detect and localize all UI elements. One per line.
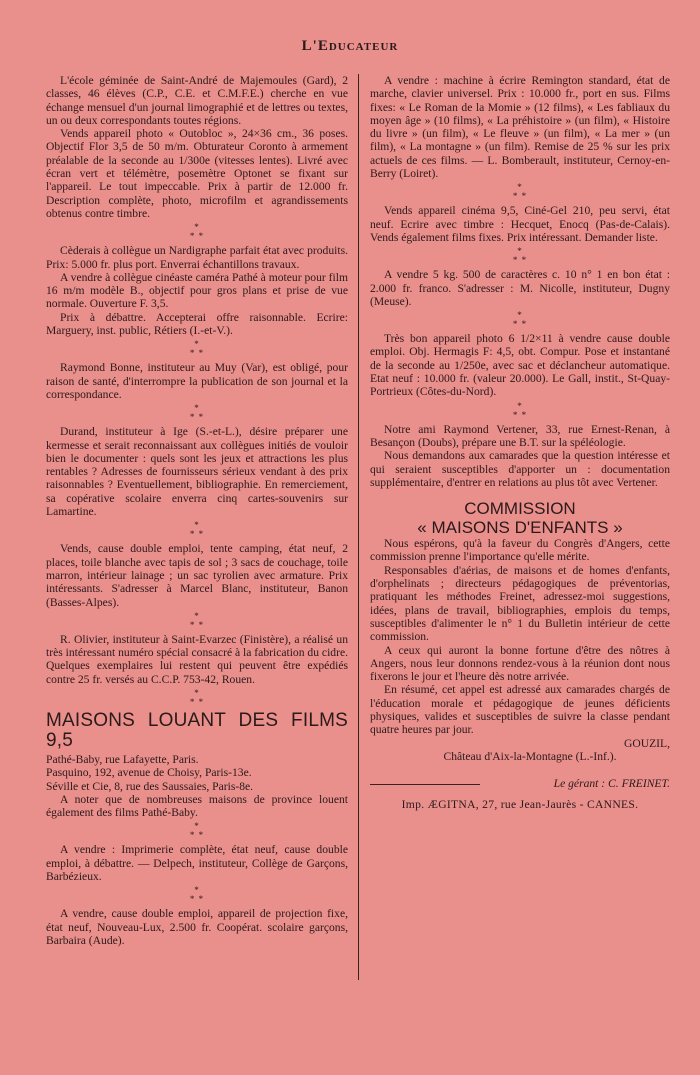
page-header: L'Educateur: [301, 38, 399, 54]
ad-paragraph: Durand, instituteur à Ige (S.-et-L.), désire préparer une kermesse et serait reconnaissant aux collègues initiés de vouloir bien le documenter : quels sont les jeux et attractions les plus rentables ? Adresses de fournisseurs sérieux vendant à des prix raisonnables ? Eventuellement, bibliographie. En remerciement, sa copérative scolaire enverra cinq cartes-souvenirs sur Lamartine.: [46, 425, 348, 519]
commission-paragraph: En résumé, cet appel est adressé aux camarades chargés de l'éducation morale et pédagogique de jeunes déficients physiques, valides et susceptibles de suivre la classe pendant quatre heures par jour.: [370, 683, 670, 737]
ad-paragraph: Raymond Bonne, instituteur au Muy (Var), est obligé, pour raison de santé, d'interrompre la publication de son journal et la correspondance.: [46, 361, 348, 401]
ad-paragraph: A vendre, cause double emploi, appareil de projection fixe, état neuf, Nouveau-Lux, 2.500 fr. Coopérat. scolaire garçons, Barbaira (Aude).: [46, 907, 348, 947]
separator-stars: * * *: [189, 403, 205, 423]
footer-rule: [370, 784, 480, 785]
separator-stars: * * *: [512, 310, 528, 330]
ad-paragraph: A vendre à collègue cinéaste caméra Pathé à moteur pour film 16 m/m modèle B., objectif pour gros plans et prise de vue normale. Ouverture F. 3,5.: [46, 270, 348, 311]
left-column: [46, 74, 348, 947]
ad-paragraph: Vends appareil photo « Outobloc », 24×36 cm., 36 poses. Objectif Flor 3,5 de 50 m/m. Obturateur Coronto à armement préalable de la seconde au 1/300e (vitesses lentes). Livré avec écran vert et télémètre, posemètre Optonet se fixant sur l'appareil. Le tout impeccable. Prix à partir de 12.000 fr. Description complète, photo, microfilm et agrandissements obtenus contre timbre.: [46, 127, 348, 220]
ad-paragraph: L'école géminée de Saint-André de Majemoules (Gard), 2 classes, 46 élèves (C.P., C.E. et C.M.F.E.) cherche en vue échange mensuel d'un journal limographié et de lettres ou textes, un ou deux correspondants toutes régions.: [46, 74, 348, 127]
ad-paragraph: Prix à débattre. Accepterai offre raisonnable. Ecrire: Marguery, inst. public, Rétiers (I.-et-V.).: [46, 310, 348, 338]
separator-stars: * * *: [189, 222, 205, 242]
films-address: Séville et Cie, 8, rue des Saussaies, Paris-8e.: [46, 779, 254, 793]
separator-stars: * * *: [189, 339, 205, 359]
ad-paragraph: Très bon appareil photo 6 1/2×11 à vendre cause double emploi. Obj. Hermagis F: 4,5, obt. Compur. Pose et instantané de la seconde au 1/250e, avec sac et déclancheur automatique. Etat neuf : 10.000 fr. (valeur 20.000). Le Gall, instit., St-Quay-Portrieux (Côtes-du-Nord).: [370, 332, 670, 399]
separator-stars: * * *: [189, 687, 205, 707]
right-column: [370, 74, 670, 812]
imprint-line: Imp. ÆGITNA, 27, rue Jean-Jaurès - CANNES.: [401, 798, 639, 812]
commission-paragraph: Nous espérons, qu'à la faveur du Congrès d'Angers, cette commission prenne l'importance qu'elle mérite.: [370, 537, 670, 564]
ad-paragraph: Notre ami Raymond Vertener, 33, rue Ernest-Renan, à Besançon (Doubs), prépare une B.T. sur la spéléologie.: [370, 422, 670, 449]
films-address: Pasquino, 192, avenue de Choisy, Paris-13e.: [46, 766, 252, 780]
ad-paragraph: A vendre : Imprimerie complète, état neuf, cause double emploi, à débattre. — Delpech, instituteur, Collège de Garçons, Barbézieux.: [46, 843, 348, 884]
ad-paragraph: A vendre : machine à écrire Remington standard, état de marche, clavier universel. Prix : 10.000 fr., port en sus. Films fixes: « Le Roman de la Momie » (12 films), « Les fabliaux du moyen âge » (10 films), « La préhistoire » (un film), « Histoire du livre » (un film), « Le fleuve » (un film), « La mer » (un film), « La montagne » (un film). Remise de 25 % sur les prix actuels de ces films. — L. Bomberault, instituteur, Cernoy-en-Berry (Loiret).: [370, 74, 670, 181]
separator-stars: * * *: [189, 821, 205, 841]
separator-stars: * * *: [512, 182, 528, 202]
signature-place: Château d'Aix-la-Montagne (L.-Inf.).: [443, 749, 617, 763]
commission-subtitle: « MAISONS D'ENFANTS »: [417, 518, 623, 538]
commission-paragraph: Responsables d'aérias, de maisons et de homes d'enfants, d'orphelinats ; directeurs pédagogiques de préventorias, pratiquant les méthodes Freinet, adressez-moi suggestions, idées, plans de travail, bibliographies, emplois du temps, susceptibles d'alimenter le n° 1 du Bulletin intérieur de cette commission.: [370, 563, 670, 644]
commission-title: COMMISSION: [464, 499, 576, 519]
films-note: A noter que de nombreuses maisons de province louent également des films Pathé-Baby.: [46, 792, 348, 820]
films-section-title: MAISONS LOUANT DES FILMS 9,5: [46, 709, 348, 751]
ad-paragraph: Cèderais à collègue un Nardigraphe parfait état avec produits. Prix: 5.000 fr. plus port. Enverrai échantillons travaux.: [46, 244, 348, 271]
spacer: [370, 489, 670, 499]
separator-stars: * * *: [512, 246, 528, 266]
footer-row: [370, 777, 670, 790]
films-address: Pathé-Baby, rue Lafayette, Paris.: [46, 752, 199, 766]
ad-paragraph: Vends appareil cinéma 9,5, Ciné-Gel 210, peu servi, état neuf. Ecrire avec timbre : Hecquet, Enocq (Pas-de-Calais). Vends également films fixes. Prix intéressant. Demander liste.: [370, 204, 670, 244]
separator-stars: * * *: [189, 520, 205, 540]
column-divider: [358, 74, 359, 980]
commission-paragraph: A ceux qui auront la bonne fortune d'être des nôtres à Angers, nous leur donnons rendez-vous à la réunion dont nous fixerons le jour et l'heure dès notre arrivée.: [370, 643, 670, 684]
separator-stars: * * *: [189, 610, 205, 630]
ad-paragraph: R. Olivier, instituteur à Saint-Evarzec (Finistère), a réalisé un très intéressant numéro spécial consacré à la fabrication du cidre. Quelques exemplaires lui restent qui peuvent être expédiés contre 25 fr. versés au C.C.P. 753-42, Rouen.: [46, 632, 348, 686]
ad-paragraph: A vendre 5 kg. 500 de caractères c. 10 n° 1 en bon état : 2.000 fr. franco. S'adresser : M. Nicolle, instituteur, Dugny (Meuse).: [370, 268, 670, 308]
separator-stars: * * *: [189, 885, 205, 905]
gerant-line: Le gérant : C. FREINET.: [553, 777, 670, 791]
separator-stars: * * *: [512, 400, 528, 420]
signature-name: GOUZIL,: [623, 736, 670, 750]
ad-paragraph: Vends, cause double emploi, tente camping, état neuf, 2 places, toile blanche avec tapis de sol ; 3 sacs de couchage, toile marron, intérieur lainage ; un sac tyrolien avec armature. Prix intéressants. S'adresser à Marcel Blanc, instituteur, Banon (Basses-Alpes).: [46, 542, 348, 609]
ad-paragraph: Nous demandons aux camarades que la question intéresse et qui seraient susceptibles d'apporter un : documentation supplémentaire, d'entrer en relations au plus tôt avec Vertener.: [370, 449, 670, 489]
